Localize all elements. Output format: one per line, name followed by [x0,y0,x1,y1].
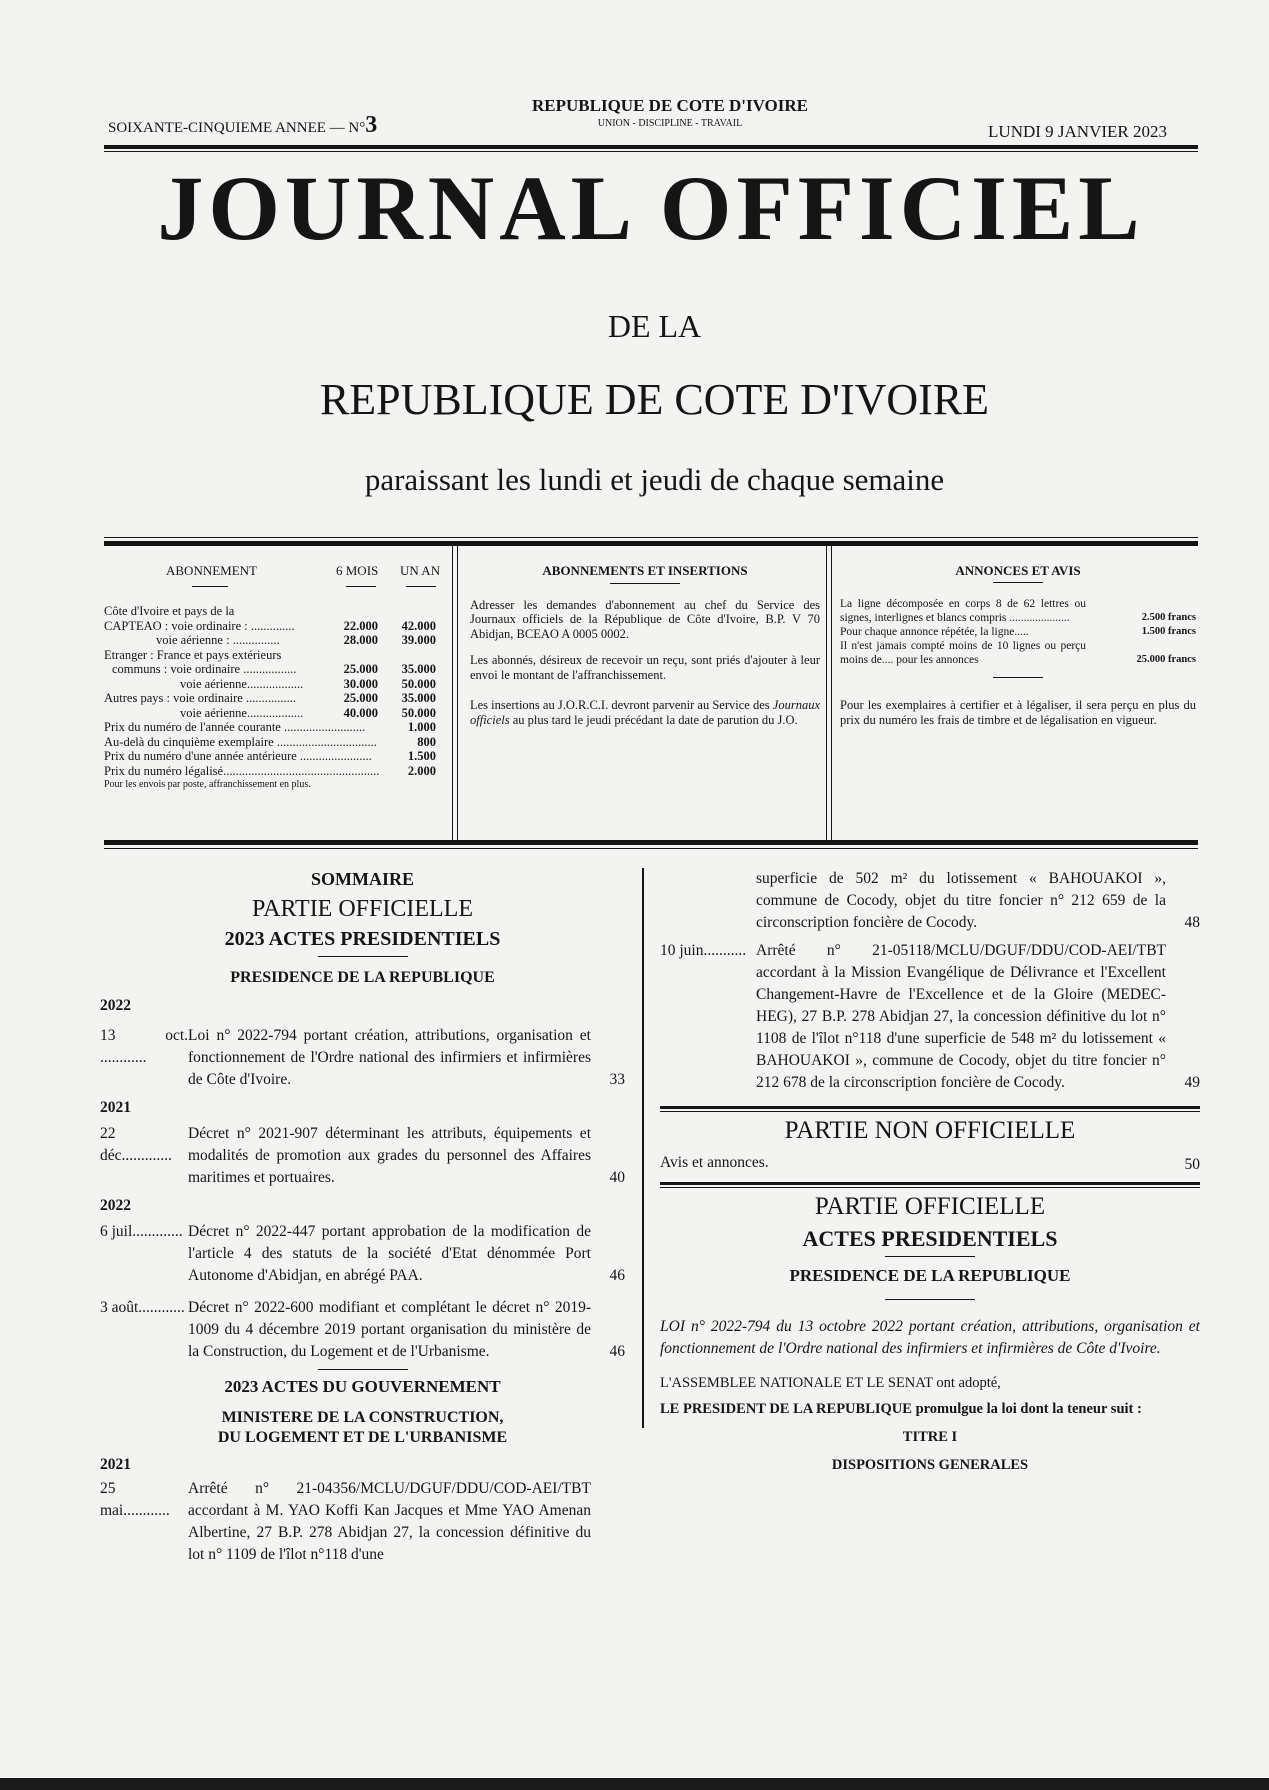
rate-row: voie aérienne : ............... 28.000 39.000 [156,633,436,647]
actes-gouvernement-heading: 2023 ACTES DU GOUVERNEMENT [224,1377,501,1396]
avis-entry: Avis et annonces. 50 [660,1154,1200,1173]
right-column [660,868,1200,1476]
rates-head-label: ABONNEMENT [166,563,257,578]
rate-row: voie aérienne.................. 30.000 50.000 [180,676,436,691]
annonce-rate-3: Il n'est jamais compté moins de 10 lignes ou perçu moins de.... pour les annonces 25.000 francs [840,640,1196,666]
subscription-rates [104,564,444,793]
titre-heading: TITRE I [902,1429,958,1445]
rates-head-unan: UN AN [400,563,441,578]
masthead-republic: REPUBLIQUE DE COTE D'IVOIRE [319,375,990,424]
insertions-heading: ABONNEMENTS ET INSERTIONS [542,563,748,578]
issue-date: LUNDI 9 JANVIER 2023 [988,122,1167,141]
publication-frequency: paraissant les lundi et jeudi de chaque semaine [364,462,945,497]
rate-row: Côte d'Ivoire et pays de la [104,604,235,618]
country-name: REPUBLIQUE DE COTE D'IVOIRE [532,96,808,115]
certification-note: Pour les exemplaires à certifier et à légaliser, il sera perçu en plus du prix du numéro les frais de timbre et de légalisation en vigueur. [840,698,1196,727]
subscription-box [104,546,1198,840]
annonce-rate-1: La ligne décomposée en corps 8 de 62 lettres ou signes, interlignes et blancs compris ..................... 2.500 francs [840,598,1196,624]
year-label: 2021 [100,1099,131,1116]
ministere-heading: MINISTERE DE LA CONSTRUCTION, DU LOGEMENT ET DE L'URBANISME [217,1409,508,1446]
year-label: 2021 [100,1456,131,1473]
country-header [470,96,870,129]
annonces-column [840,564,1196,728]
sommaire-entry: 6 juil............. Décret n° 2022-447 portant approbation de la modification de l'article 4 des statuts de la société d'Etat dénommée Port Autonome d'Abidjan, en abrégé PAA. 46 [100,1223,625,1284]
rates-head-6mois: 6 MOIS [336,563,379,578]
rate-row: Etranger : France et pays extérieurs [104,647,282,662]
presidence-heading: PRESIDENCE DE LA REPUBLIQUE [230,969,495,986]
box-bottom-rule [104,840,1198,845]
rate-row: Prix du numéro de l'année courante .......................... 1.000 [104,720,436,734]
masthead-de-la: DE LA [607,308,702,344]
postal-note: Pour les envois par poste, affranchissement en plus. [104,779,311,790]
actes-presidentiels-heading-2: ACTES PRESIDENTIELS [802,1226,1058,1251]
rate-row: voie aérienne.................. 40.000 50.000 [180,705,436,720]
scan-edge [0,1778,1269,1790]
box-top-rule-thin [104,537,1198,538]
partie-officielle-heading-2: PARTIE OFFICIELLE [814,1193,1046,1220]
sommaire-entry-continued: superficie de 502 m² du lotissement « BAHOUAKOI », commune de Cocody, objet du titre foncier n° 212 659 de la circonscription foncière de Cocody. 48 [756,870,1200,931]
partie-officielle-heading: PARTIE OFFICIELLE [251,896,473,922]
rates-header [104,564,444,604]
insertions-deadline: Les insertions au J.O.R.C.I. devront parvenir au Service des Journaux officiels au plus tard le jeudi précédant la date de parution du J.O. [470,698,820,727]
edition-number: SOIXANTE-CINQUIEME ANNEE — N°3 [108,112,378,138]
header-rule-thin [104,151,1198,152]
partie-non-officielle-heading: PARTIE NON OFFICIELLE [784,1117,1076,1144]
rate-row: Au-delà du cinquième exemplaire ................................ 800 [104,734,436,749]
sommaire-entry: 22 déc............. Décret n° 2021-907 déterminant les attributs, équipements et modalités de promotion aux grades du personnel des Affaires maritimes et portuaires. 40 [100,1125,625,1186]
rate-row: Autres pays : voie ordinaire ................ 25.000 35.000 [104,691,436,705]
sommaire-heading: SOMMAIRE [311,869,414,889]
dispositions-heading: DISPOSITIONS GENERALES [831,1457,1029,1473]
rate-row: communs : voie ordinaire ................. 25.000 35.000 [112,662,436,676]
box-divider [826,546,832,840]
header-rule [104,145,1198,149]
rate-row: Prix du numéro d'une année antérieure ....................... 1.500 [104,749,436,763]
promulgation-statement: LE PRESIDENT DE LA REPUBLIQUE promulgue la loi dont la teneur suit : [660,1401,1142,1417]
year-label: 2022 [100,997,131,1014]
box-bottom-rule-thin [104,848,1198,849]
year-label: 2022 [100,1197,131,1214]
insertions-column [470,564,820,727]
loi-title: LOI n° 2022-794 du 13 octobre 2022 portant création, attributions, organisation et fonctionnement de l'Ordre national des infirmiers et infirmières de Côte d'Ivoire. [660,1318,1200,1357]
sommaire-entry: 3 août............ Décret n° 2022-600 modifiant et complétant le décret n° 2019-1009 du 4 décembre 2019 portant organisation du ministère de la Construction, du Logement et de l'Urbanisme. 46 [100,1299,625,1360]
rate-row: CAPTEAO : voie ordinaire : .............. 22.000 42.000 [104,618,436,633]
column-separator [642,868,644,1428]
actes-presidentiels-heading: 2023 ACTES PRESIDENTIELS [224,928,501,950]
sommaire-column [100,868,625,1566]
insertions-receipt: Les abonnés, désireux de recevoir un reçu, sont priés d'ajouter à leur envoi le montant de l'affranchissement. [470,653,820,682]
rate-row: Prix du numéro légalisé.................................................. 2.000 [104,763,436,778]
sommaire-entry: 13 oct. ............ Loi n° 2022-794 portant création, attributions, organisation et fonctionnement de l'Ordre national des infirmiers et infirmières de Côte d'Ivoire. 33 [100,1027,625,1088]
sommaire-entry: 10 juin........... Arrêté n° 21-05118/MCLU/DGUF/DDU/COD-AEI/TBT accordant à la Mission Evangélique de Délivrance et l'Excellent Changement-Havre de l'Excellence et de la Gloire (MEDEC-HEG), 27 B.P. 278 Abidjan 27, la concession définitive du lot n° 1108 de l'îlot n°118 d'une superficie de 548 m² du lotissement « BAHOUAKOI », commune de Cocody, objet du titre foncier n° 212 678 de la circonscription foncière de Cocody. 49 [660,942,1200,1091]
box-divider [452,546,458,840]
adoption-statement: L'ASSEMBLEE NATIONALE ET LE SENAT ont adopté, [660,1375,1001,1391]
insertions-address: Adresser les demandes d'abonnement au chef du Service des Journaux officiels de la République de Côte d'Ivoire, B.P. V 70 Abidjan, BCEAO A 0005 0002. [470,597,820,641]
presidence-heading-2: PRESIDENCE DE LA REPUBLIQUE [789,1266,1071,1285]
annonces-heading: ANNONCES ET AVIS [955,563,1081,578]
national-motto: UNION - DISCIPLINE - TRAVAIL [597,118,743,129]
journal-title: JOURNAL OFFICIEL [157,157,1145,259]
annonce-rate-2: Pour chaque annonce répétée, la ligne..... 1.500 francs [840,626,1196,638]
sommaire-entry: 25 mai............ Arrêté n° 21-04356/MCLU/DGUF/DDU/COD-AEI/TBT accordant à M. YAO Koffi Kan Jacques et Mme YAO Amenan Albertine, 27 B.P. 278 Abidjan 27, la concession définitive du lot n° 1109 de l'îlot n°118 d'une [100,1480,591,1563]
